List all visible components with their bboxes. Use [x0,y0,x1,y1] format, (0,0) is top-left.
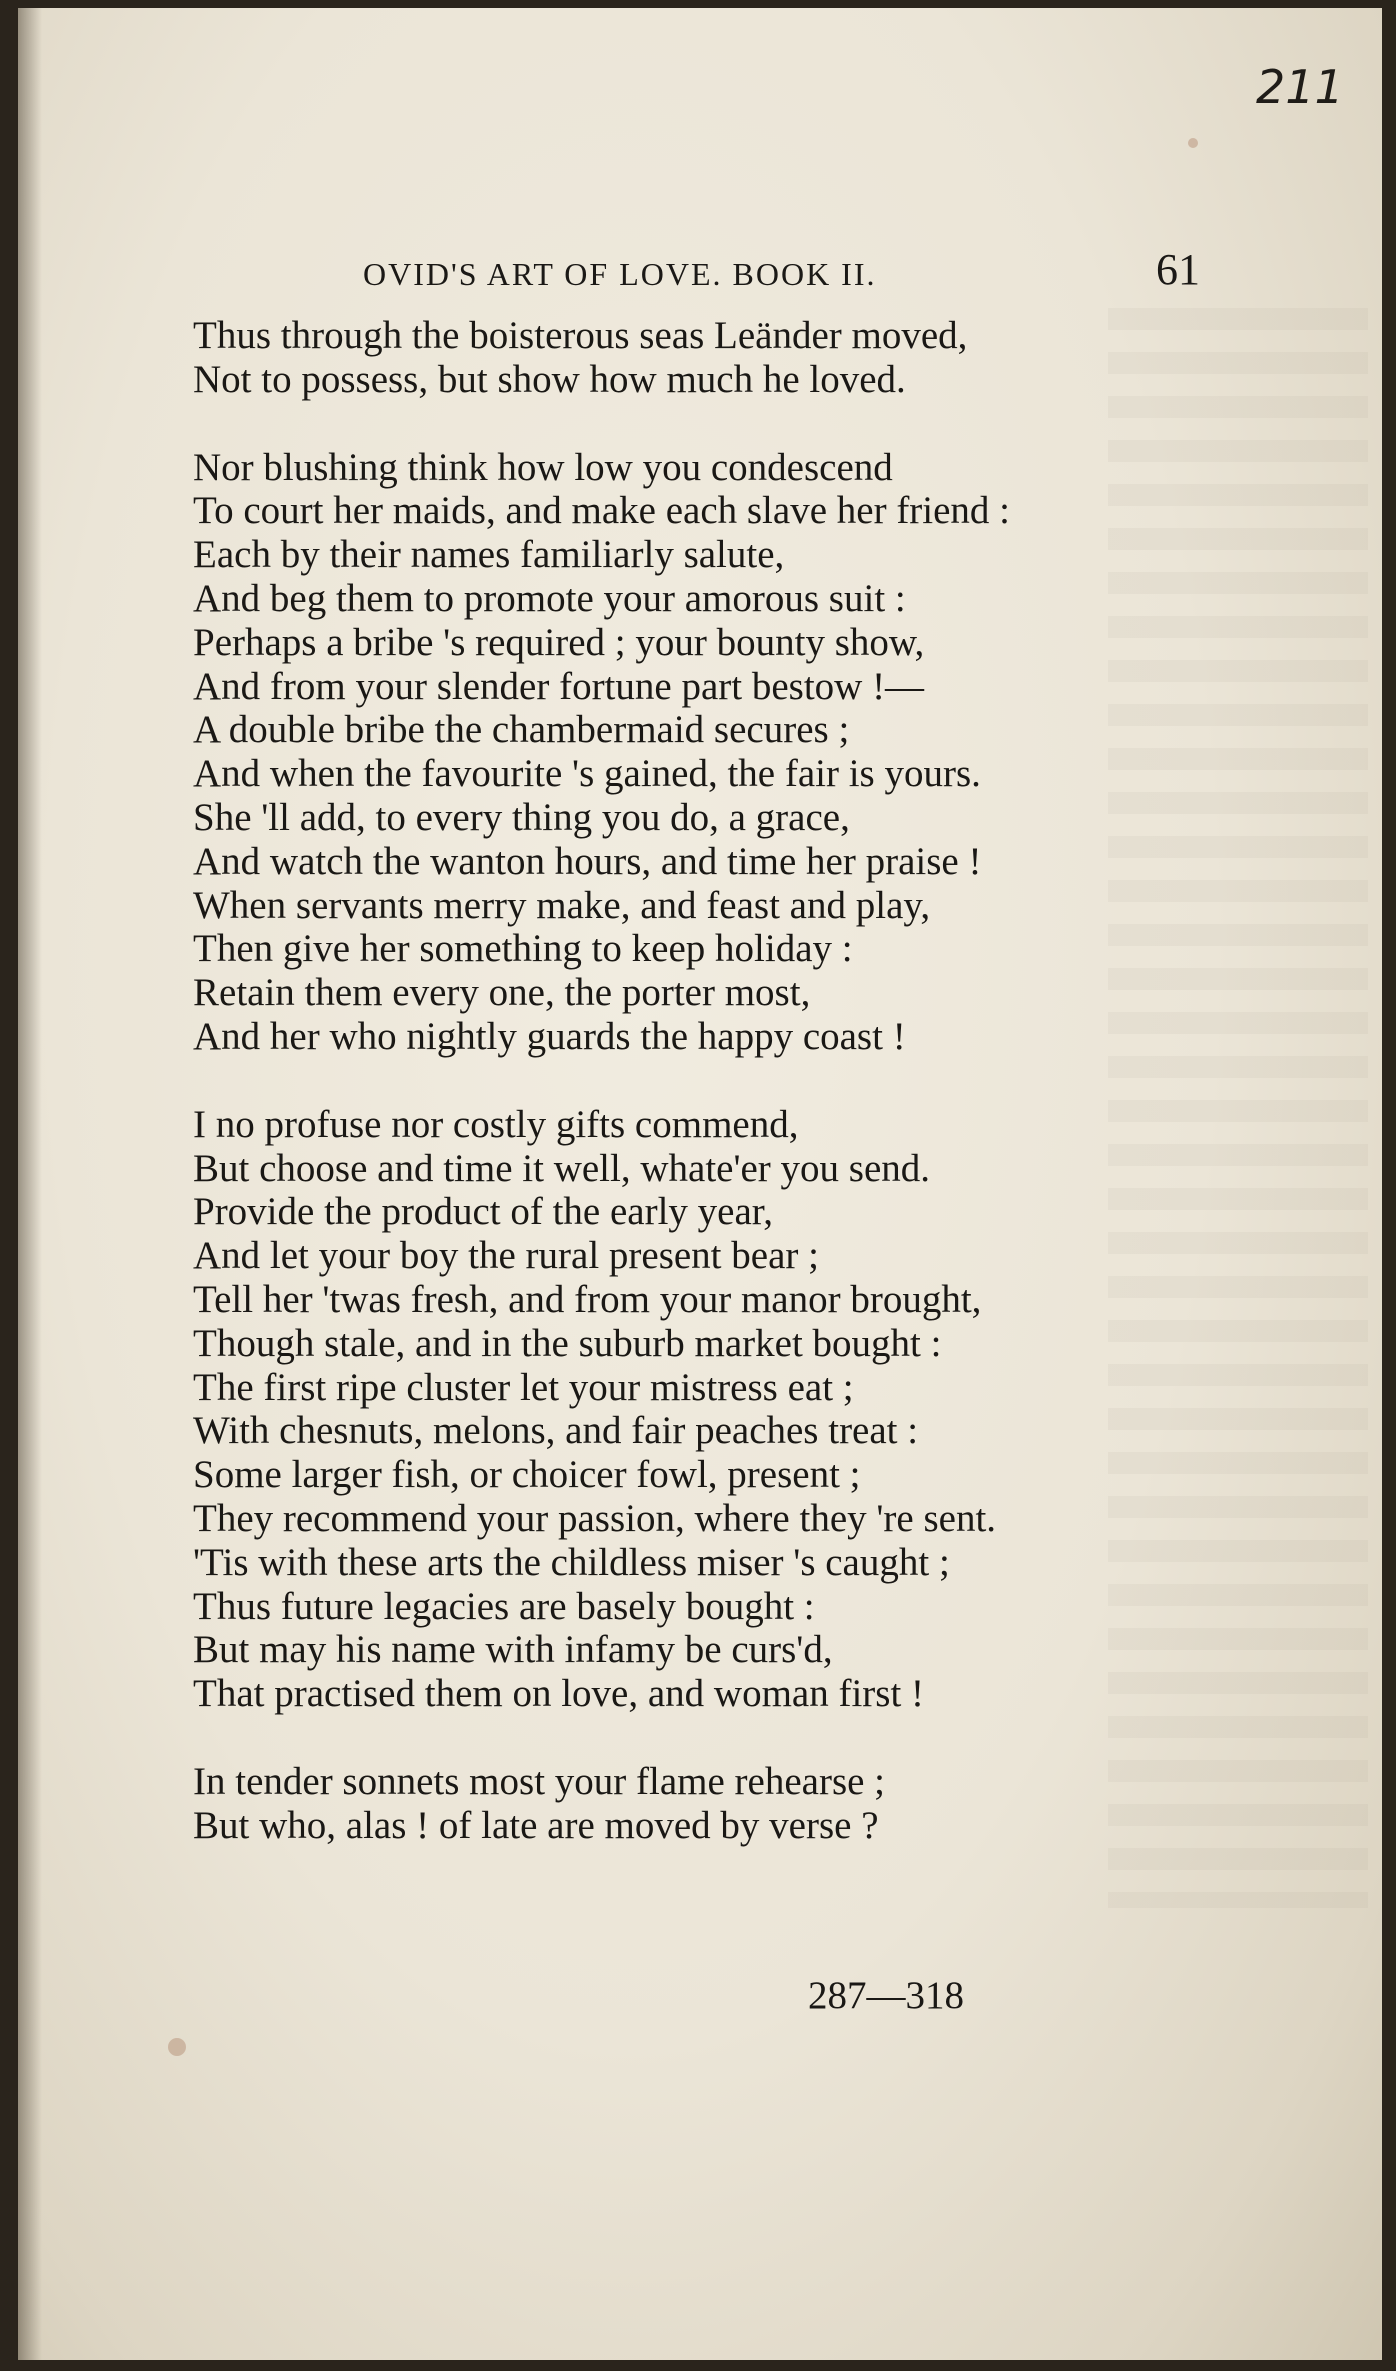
poem-text [193,314,1273,1848]
page-number: 61 [1156,245,1200,294]
verse-line: And beg them to promote your amorous suit : [193,576,906,620]
verse-line: The first ripe cluster let your mistress eat ; [193,1365,854,1409]
verse-line: With chesnuts, melons, and fair peaches treat : [193,1409,919,1453]
verse-line: Thus through the boisterous seas Leänder moved, [193,314,968,357]
verse-line: But may his name with infamy be curs'd, [193,1628,833,1672]
stanza [193,1760,1273,1848]
verse-line: And from your slender fortune part bestow !— [193,664,925,708]
verse-line: And let your boy the rural present bear ; [193,1234,819,1278]
verse-line: She 'll add, to every thing you do, a grace, [193,795,850,839]
stanza [193,1103,1273,1716]
verse-line: A double bribe the chambermaid secures ; [193,708,850,752]
verse-line: They recommend your passion, where they 're sent. [193,1496,997,1540]
verse-line: When servants merry make, and feast and play, [193,883,931,927]
verse-line: Thus future legacies are basely bought : [193,1584,815,1628]
running-head: OVID'S ART OF LOVE. BOOK II. [363,256,877,292]
spine-shadow [18,8,42,2360]
book-page [18,8,1382,2360]
verse-line: Then give her something to keep holiday : [193,927,853,971]
verse-line: And when the favourite 's gained, the fair is yours. [193,752,981,796]
line-range: 287—318 [808,1974,964,2017]
stanza-break [193,1716,1273,1760]
verse-line: In tender sonnets most your flame rehearse ; [193,1759,886,1803]
verse-line: Perhaps a bribe 's required ; your bounty show, [193,620,925,664]
verse-line: But who, alas ! of late are moved by verse ? [193,1803,879,1847]
verse-line: 'Tis with these arts the childless miser 's caught ; [193,1540,950,1584]
stanza [193,314,1273,402]
verse-line: Though stale, and in the suburb market bought : [193,1321,942,1365]
verse-line: That practised them on love, and woman first ! [193,1672,925,1716]
verse-line: But choose and time it well, whate'er you send. [193,1146,931,1190]
handwritten-folio: 211 [1256,60,1344,114]
verse-line: I no profuse nor costly gifts commend, [193,1102,799,1146]
verse-line: And watch the wanton hours, and time her praise ! [193,839,982,883]
foxing-spot [1188,138,1198,148]
stanza-break [193,1059,1273,1103]
verse-line: Each by their names familiarly salute, [193,533,785,577]
verse-line: Nor blushing think how low you condescend [193,445,893,489]
stanza-break [193,402,1273,446]
verse-line: And her who nightly guards the happy coast ! [193,1014,906,1058]
verse-line: Tell her 'twas fresh, and from your manor brought, [193,1277,982,1321]
verse-line: Retain them every one, the porter most, [193,971,811,1015]
verse-line: Provide the product of the early year, [193,1190,773,1234]
stanza [193,446,1273,1059]
verse-line: To court her maids, and make each slave her friend : [193,489,1011,533]
verse-line: Some larger fish, or choicer fowl, present ; [193,1453,861,1497]
foxing-spot [168,2038,186,2056]
verse-line: Not to possess, but show how much he loved. [193,357,906,401]
